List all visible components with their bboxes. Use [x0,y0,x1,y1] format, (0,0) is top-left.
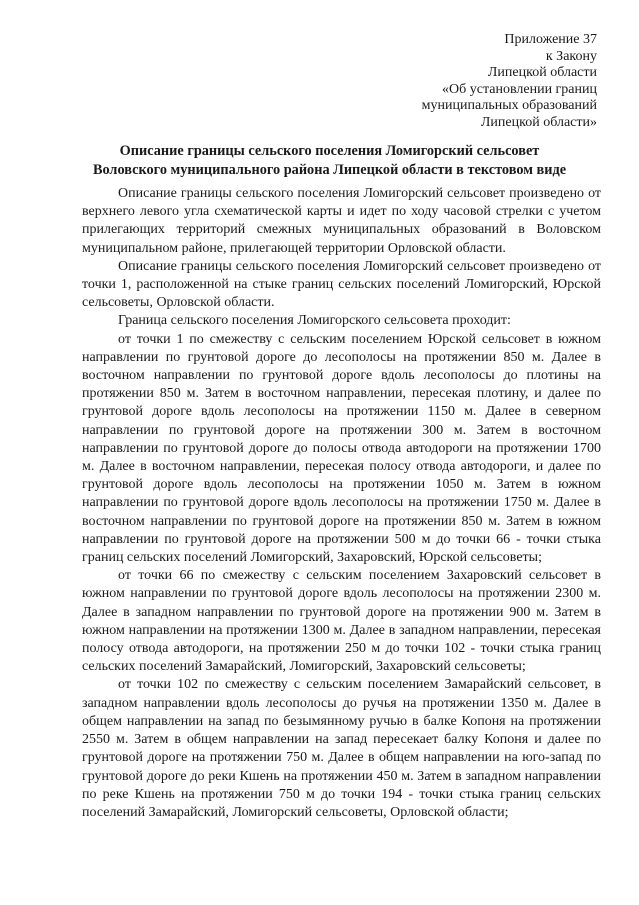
appendix-line: муниципальных образований [421,98,597,113]
appendix-line: к Закону [545,48,597,64]
document-body [82,185,601,822]
appendix-line: Липецкой области [487,65,597,80]
paragraph: от точки 1 по смежеству с сельским поселением Юрской сельсовет в южном направлении по грунтовой дороге до лесополосы на протяжении 850 м. Далее в восточном направлении по грунтовой дороге вдоль лесополосы до плотины на протяжении 850 м. Затем в восточном направлении, пересекая плотину, и далее по грунтовой дороге вдоль лесополосы на протяжении 1150 м. Далее в северном направлении по грунтовой дороге на протяжении 300 м. Затем в восточном направлении по грунтовой дороге до полосы отвода автодороги на протяжении 1700 м. Далее в восточном направлении, пересекая полосу отвода автодороги, и далее по грунтовой дороге вдоль лесополосы на протяжении 1050 м. Затем в южном направлении по грунтовой дороге вдоль лесополосы на протяжении 1750 м. Далее в восточном направлении по грунтовой дороге на протяжении 850 м. Затем в южном направлении по грунтовой дороге на протяжении 500 м до точки 66 - точки стыка границ сельских поселений Ломигорский, Захаровский, Юрской сельсоветы; [82,331,601,566]
paragraph: Граница сельского поселения Ломигорского сельсовета проходит: [118,313,511,329]
appendix-line: «Об установлении границ [442,81,597,97]
appendix-line: Приложение 37 [504,32,597,47]
title-line-1: Описание границы сельского поселения Ломигорский сельсовет [119,143,540,159]
document-title [60,142,599,180]
paragraph: от точки 102 по смежеству с сельским поселением Замарайский сельсовет, в западном направлении вдоль лесополосы до ручья на протяжении 1350 м. Далее в общем направлении на запад по безымянному ручью в балке Копоня на протяжении 2550 м. Затем в общем направлении на запад пересекает балку Копоня и далее по грунтовой дороге на протяжении 750 м. Далее в общем направлении на юго-запад по грунтовой дороге до реки Кшень на протяжении 450 м. Затем в западном направлении по реке Кшень на протяжении 750 м до точки 194 - точки стыка границ сельских поселений Замарайский, Ломигорский сельсоветы, Орловской области; [82,677,601,820]
paragraph: Описание границы сельского поселения Ломигорский сельсовет произведено от верхнего левого угла схематической карты и идет по ходу часовой стрелки с учетом прилегающих территорий смежных муниципальных образований в Воловском муниципальном районе, прилегающей территории Орловской области. [82,186,601,256]
title-line-2: Воловского муниципального района Липецкой области в текстовом виде [92,162,567,178]
appendix-header [422,32,597,131]
paragraph: от точки 66 по смежеству с сельским поселением Захаровский сельсовет в южном направлении по грунтовой дороге вдоль лесополосы на протяжении 2300 м. Далее в западном направлении по грунтовой дороге на протяжении 900 м. Затем в южном направлении на протяжении 1300 м. Далее в западном направлении, пересекая полосу отвода автодороги, на протяжении 250 м до точки 102 - точки стыка границ сельских поселений Замарайский, Ломигорский, Захаровский сельсоветы; [82,568,601,675]
paragraph: Описание границы сельского поселения Ломигорский сельсовет произведено от точки 1, расположенной на стыке границ сельских поселений Ломигорский, Юрской сельсоветы, Орловской области. [82,258,601,311]
appendix-line: Липецкой области» [480,114,597,130]
